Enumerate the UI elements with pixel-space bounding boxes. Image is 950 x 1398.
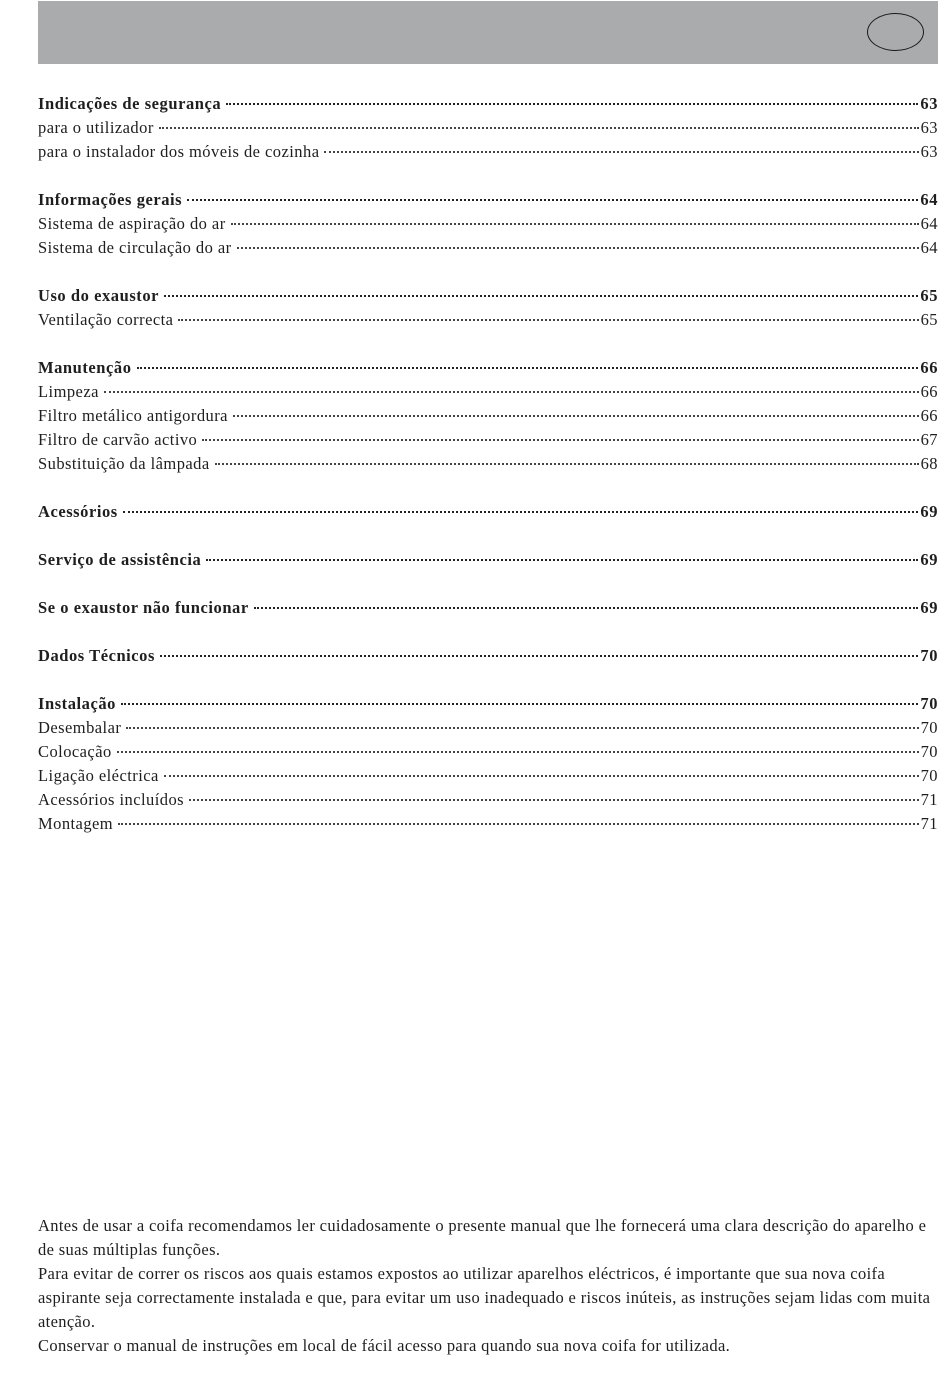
dot-leader <box>164 775 919 777</box>
toc-entry[interactable] <box>38 212 938 236</box>
toc-entry[interactable] <box>38 764 938 788</box>
dot-leader <box>226 103 918 105</box>
toc-entry-label: para o utilizador <box>38 118 154 137</box>
toc-section <box>38 188 938 260</box>
toc-section <box>38 500 938 524</box>
toc-entry-page-number: 70 <box>920 742 938 761</box>
toc-heading-page-number: 64 <box>920 190 938 209</box>
toc-heading-page-number: 70 <box>920 694 938 713</box>
toc-heading[interactable] <box>38 500 938 524</box>
dot-leader <box>121 703 918 705</box>
toc-entry[interactable] <box>38 404 938 428</box>
dot-leader <box>324 151 918 153</box>
toc-entry-label: Ventilação correcta <box>38 310 174 329</box>
toc-section <box>38 644 938 668</box>
toc-entry[interactable] <box>38 812 938 836</box>
toc-entry[interactable] <box>38 716 938 740</box>
toc-entry-page-number: 67 <box>920 430 938 449</box>
toc-heading-label: Uso do exaustor <box>38 286 160 305</box>
toc-entry[interactable] <box>38 788 938 812</box>
toc-heading-page-number: 69 <box>920 502 938 521</box>
dot-leader <box>178 319 918 321</box>
toc-heading[interactable] <box>38 188 938 212</box>
toc-heading-page-number: 66 <box>920 358 938 377</box>
toc-entry-label: Filtro metálico antigordura <box>38 406 228 425</box>
dot-leader <box>123 511 919 513</box>
toc-heading-label: Acessórios <box>38 502 118 521</box>
toc-entry-page-number: 65 <box>920 310 938 329</box>
dot-leader <box>189 799 919 801</box>
toc-entry-page-number: 70 <box>920 766 938 785</box>
dot-leader <box>164 295 918 297</box>
dot-leader <box>233 415 919 417</box>
toc-heading-label: Instalação <box>38 694 116 713</box>
toc-heading[interactable] <box>38 644 938 668</box>
toc-entry-label: Desembalar <box>38 718 122 737</box>
dot-leader <box>254 607 919 609</box>
dot-leader <box>187 199 918 201</box>
toc-entry-label: Montagem <box>38 814 114 833</box>
toc-entry[interactable] <box>38 236 938 260</box>
dot-leader <box>137 367 919 369</box>
toc-entry-page-number: 63 <box>920 142 938 161</box>
toc-heading-label: Indicações de segurança <box>38 94 222 113</box>
toc-entry-page-number: 64 <box>920 238 938 257</box>
dot-leader <box>231 223 919 225</box>
dot-leader <box>202 439 918 441</box>
toc-entry-label: Filtro de carvão activo <box>38 430 198 449</box>
header-bar <box>38 1 938 64</box>
toc-heading-label: Dados Técnicos <box>38 646 155 665</box>
intro-paragraph: Antes de usar a coifa recomendamos ler cuidadosamente o presente manual que lhe fornecerá uma clara descrição do aparelho e de suas múltiplas funções. <box>38 1216 927 1259</box>
toc-entry-label: Limpeza <box>38 382 99 401</box>
toc-section <box>38 596 938 620</box>
toc-section <box>38 356 938 476</box>
toc-entry-page-number: 68 <box>920 454 938 473</box>
language-badge-oval <box>867 13 924 51</box>
toc-section <box>38 692 938 836</box>
toc-entry[interactable] <box>38 116 938 140</box>
toc-entry[interactable] <box>38 428 938 452</box>
toc-heading[interactable] <box>38 596 938 620</box>
toc-entry[interactable] <box>38 380 938 404</box>
toc-entry-label: Sistema de circulação do ar <box>38 238 232 257</box>
toc-heading[interactable] <box>38 692 938 716</box>
toc-heading-page-number: 69 <box>920 598 938 617</box>
toc-entry-page-number: 71 <box>920 814 938 833</box>
toc-heading[interactable] <box>38 284 938 308</box>
toc-heading-page-number: 65 <box>920 286 938 305</box>
toc-entry-page-number: 70 <box>920 718 938 737</box>
intro-text <box>38 1214 938 1358</box>
toc-entry-page-number: 71 <box>920 790 938 809</box>
toc-heading[interactable] <box>38 548 938 572</box>
toc-entry-label: para o instalador dos móveis de cozinha <box>38 142 320 161</box>
dot-leader <box>237 247 919 249</box>
toc-heading-page-number: 70 <box>920 646 938 665</box>
toc-section <box>38 284 938 332</box>
toc-entry-page-number: 63 <box>920 118 938 137</box>
toc-section <box>38 92 938 164</box>
toc-heading[interactable] <box>38 356 938 380</box>
dot-leader <box>104 391 919 393</box>
toc-entry[interactable] <box>38 740 938 764</box>
table-of-contents <box>38 92 938 860</box>
toc-entry[interactable] <box>38 452 938 476</box>
dot-leader <box>215 463 919 465</box>
toc-heading[interactable] <box>38 92 938 116</box>
toc-entry-label: Ligação eléctrica <box>38 766 159 785</box>
dot-leader <box>117 751 919 753</box>
toc-section <box>38 548 938 572</box>
toc-entry-page-number: 66 <box>920 382 938 401</box>
toc-heading-label: Se o exaustor não funcionar <box>38 598 249 617</box>
toc-heading-label: Informações gerais <box>38 190 183 209</box>
toc-entry-label: Acessórios incluídos <box>38 790 185 809</box>
toc-entry-label: Colocação <box>38 742 112 761</box>
toc-heading-label: Serviço de assistência <box>38 550 202 569</box>
dot-leader <box>126 727 918 729</box>
intro-paragraph: Para evitar de correr os riscos aos quais estamos expostos ao utilizar aparelhos eléctricos, é importante que sua nova coifa aspirante seja correctamente instalada e que, para evitar um uso inadequado e riscos inúteis, as instruções sejam lidas com muita atenção. <box>38 1264 931 1331</box>
dot-leader <box>118 823 919 825</box>
dot-leader <box>206 559 918 561</box>
toc-entry[interactable] <box>38 308 938 332</box>
toc-heading-page-number: 69 <box>920 550 938 569</box>
toc-heading-page-number: 63 <box>920 94 938 113</box>
dot-leader <box>159 127 919 129</box>
toc-entry[interactable] <box>38 140 938 164</box>
toc-entry-page-number: 64 <box>920 214 938 233</box>
toc-heading-label: Manutenção <box>38 358 132 377</box>
toc-entry-label: Substituição da lâmpada <box>38 454 210 473</box>
toc-entry-page-number: 66 <box>920 406 938 425</box>
intro-paragraph: Conservar o manual de instruções em local de fácil acesso para quando sua nova coifa for utilizada. <box>38 1336 731 1355</box>
dot-leader <box>160 655 918 657</box>
toc-entry-label: Sistema de aspiração do ar <box>38 214 226 233</box>
